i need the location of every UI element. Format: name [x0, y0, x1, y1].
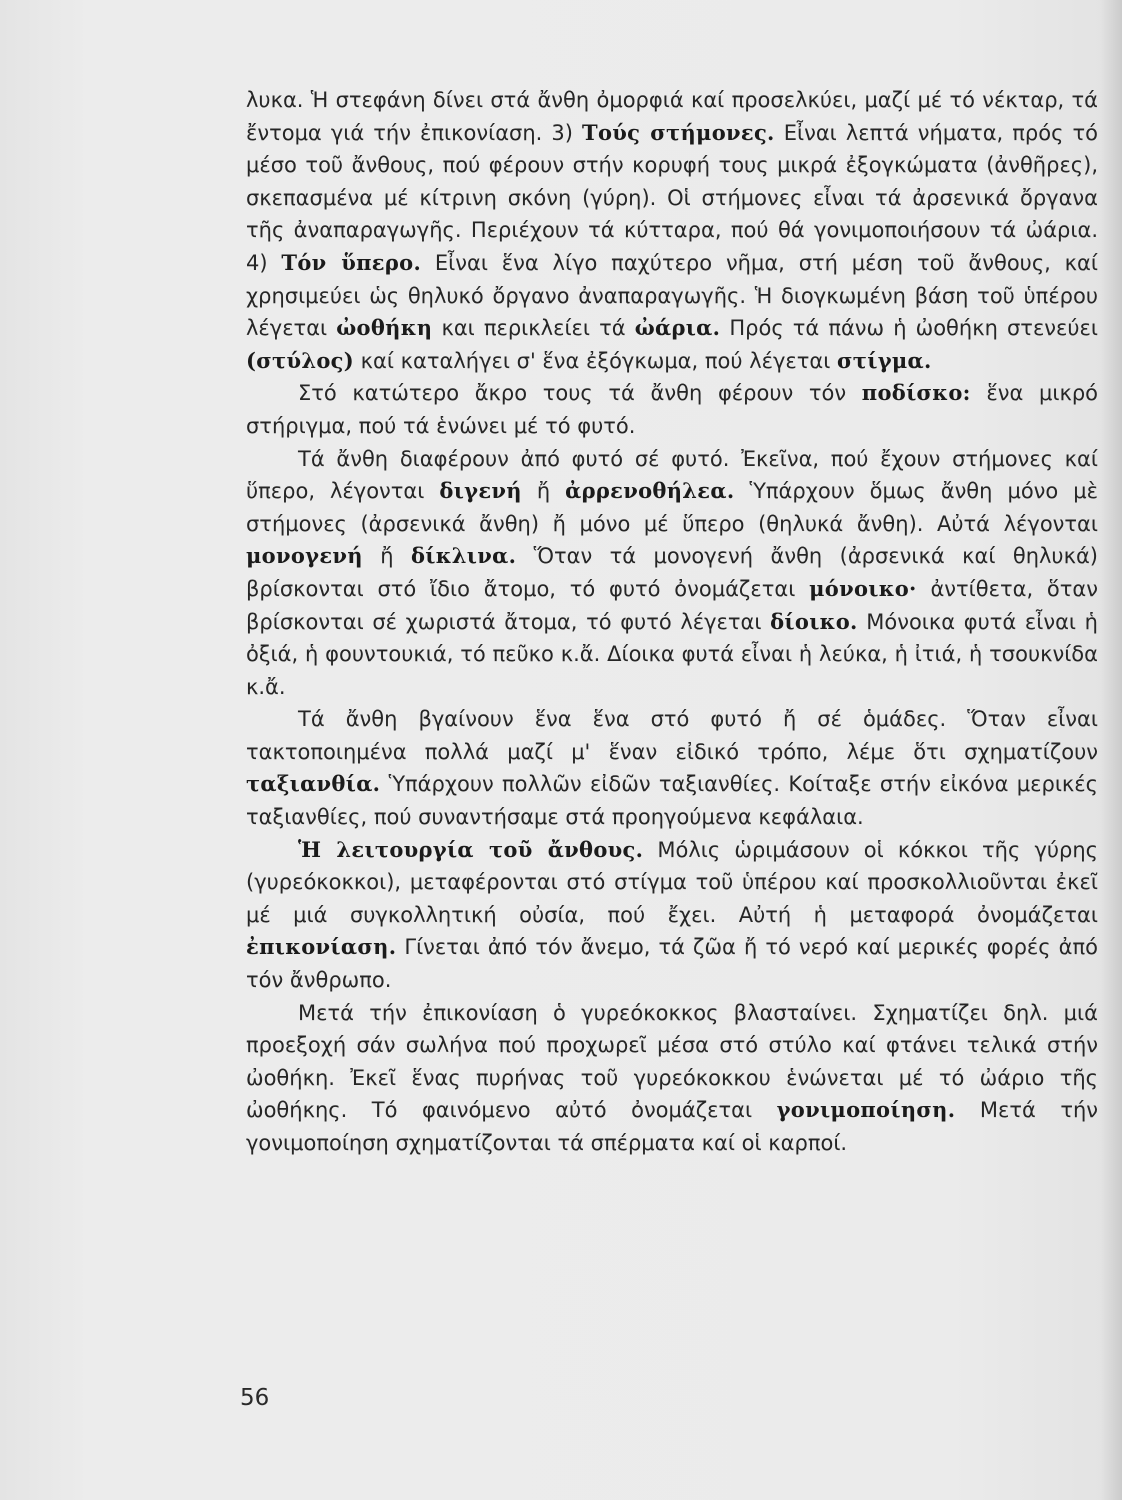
text-run: λυκα. Ἡ στεφάνη δίνει στά ἄνθη ὀμορφιά καί προσελκύει, μαζί μέ τό νέκταρ, τά ἔντομα γιά τήν ἐπικονίαση. 3)	[246, 88, 1098, 145]
text-run: Μετά τήν γονιμοποίηση σχηματίζονται τά σπέρματα καί οἱ καρποί.	[246, 1098, 1098, 1155]
section-heading: Ἡ λειτουργία τοῦ ἄνθους.	[298, 836, 644, 862]
text-run: Στό κατώτερο ἄκρο τους τά ἄνθη φέρουν τόν	[298, 381, 862, 406]
text-run: ἤ	[521, 479, 566, 504]
bold-term: δίκλινα.	[410, 543, 517, 569]
bold-term: ὠάρια.	[634, 315, 721, 341]
bold-term: ποδίσκο:	[861, 380, 971, 406]
text-run: Ὅταν τά μονογενή ἄνθη (ἀρσενικά καί θηλυκά) βρίσκονται στό ἴδιο ἄτομο, τό φυτό ὀνομάζεται	[246, 544, 1098, 601]
text-run: Τά ἄνθη βγαίνουν ἕνα ἕνα στό φυτό ἤ σέ ὁμάδες. Ὅταν εἶναι τακτοποιημένα πολλά μαζί μ' ἕναν εἰδικό τρόπο, λέμε ὅτι σχηματίζουν	[246, 707, 1098, 764]
bold-term: (στύλος)	[246, 347, 354, 373]
bold-term: μόνοικο·	[809, 575, 917, 601]
paragraph-4	[246, 703, 1098, 833]
bold-term: Τόν ὕπερο.	[281, 249, 422, 275]
text-run: Τά ἄνθη διαφέρουν ἀπό φυτό σέ φυτό. Ἐκεῖνα, πού ἔχουν στήμονες καί ὕπερο, λέγονται	[246, 446, 1098, 504]
text-run: Μετά τήν ἐπικονίαση ὁ γυρεόκοκκος βλασταίνει. Σχηματίζει δηλ. μιά προεξοχή σάν σωλήνα πού προχωρεῖ μέσα στό στύλο καί φτάνει τελικά στήν ὠοθήκη. Ἐκεῖ ἕνας πυρήνας τοῦ γυρεόκοκκου ἑνώνεται μέ τό ὠάριο τῆς ὠοθήκης. Τό φαινόμενο αὐτό ὀνομάζεται	[246, 1000, 1098, 1123]
bold-term: ἐπικονίαση.	[246, 934, 397, 960]
paragraph-3	[246, 443, 1098, 704]
bold-term: ὠοθήκη	[336, 315, 433, 341]
bold-term: Τούς στήμονες.	[582, 119, 775, 145]
bold-term: μονογενή	[246, 543, 363, 569]
text-run: Μόνοικα φυτά εἶναι ἡ ὀξιά, ἡ φουντουκιά, τό πεῦκο κ.ἄ. Δίοικα φυτά εἶναι ἡ λεύκα, ἡ ἰτιά, ἡ τσουκνίδα κ.ἄ.	[246, 609, 1098, 699]
text-run: Ὑπάρχουν πολλῶν εἰδῶν ταξιανθίες. Κοίταξε στήν εἰκόνα μερικές ταξιανθίες, πού συναντήσαμε στά προηγούμενα κεφάλαια.	[246, 772, 1098, 830]
text-run: Εἶναι ἕνα λίγο παχύτερο νῆμα, στή μέση τοῦ ἄνθους, καί χρησιμεύει ὡς θηλυκό ὄργανο ἀναπαραγωγῆς. Ἡ διογκωμένη βάση τοῦ ὑπέρου λέγεται	[246, 250, 1098, 341]
text-run: ἀντίθετα, ὅταν βρίσκονται σέ χωριστά ἄτομα, τό φυτό λέγεται	[246, 576, 1098, 634]
paragraph-6	[246, 997, 1098, 1160]
bold-term: στίγμα.	[837, 347, 932, 373]
body-text	[246, 84, 1098, 1160]
bold-term: ἀρρενοθήλεα.	[565, 478, 735, 504]
text-run: Μόλις ὡριμάσουν οἱ κόκκοι τῆς γύρης (γυρεόκοκκοι), μεταφέρονται στό στίγμα τοῦ ὑπέρου καί προσκολλιοῦνται ἐκεῖ μέ μιά συγκολλητική οὐσία, πού ἔχει. Αὐτή ἡ μεταφορά ὀνομάζεται	[246, 837, 1098, 927]
text-run: ἤ	[362, 544, 411, 569]
paragraph-1	[246, 84, 1098, 377]
bold-term: ταξιανθία.	[246, 771, 381, 797]
bold-term: δίοικο.	[770, 608, 858, 634]
text-run: Γίνεται ἀπό τόν ἄνεμο, τά ζῶα ἤ τό νερό καί μερικές φορές ἀπό τόν ἄνθρωπο.	[246, 935, 1098, 993]
page-number: 56	[240, 1385, 270, 1411]
page-edge-shadow	[1100, 0, 1122, 1500]
text-run: Πρός τά πάνω ἡ ὠοθήκη στενεύει	[720, 316, 1098, 341]
text-run: Ὑπάρχουν ὅμως ἄνθη μόνο μὲ στήμονες (ἀρσενικά ἄνθη) ἤ μόνο μέ ὕπερο (θηλυκά ἄνθη). Αὐτά λέγονται	[246, 479, 1098, 536]
text-run: Εἶναι λεπτά νήματα, πρός τό μέσο τοῦ ἄνθους, πού φέρουν στήν κορυφή τους μικρά ἐξογκώματα (ἀνθῆρες), σκεπασμένα μέ κίτρινη σκόνη (γύρη). Οἱ στήμονες εἶναι τά ἀρσενικά ὄργανα τῆς ἀναπαραγωγῆς. Περιέχουν τά κύτταρα, πού θά γονιμοποιήσουν τά ὠάρια. 4)	[246, 120, 1098, 275]
paragraph-5	[246, 834, 1098, 997]
bold-term: διγενή	[439, 478, 522, 504]
paragraph-2	[246, 377, 1098, 442]
text-run: και περικλείει τά	[432, 316, 635, 341]
text-run: ἕνα μικρό στήριγμα, πού τά ἑνώνει μέ τό φυτό.	[246, 381, 1098, 438]
bold-term: γονιμοποίηση.	[776, 1097, 956, 1123]
text-run: καί καταλήγει σ' ἕνα ἐξόγκωμα, πού λέγεται	[353, 348, 838, 373]
